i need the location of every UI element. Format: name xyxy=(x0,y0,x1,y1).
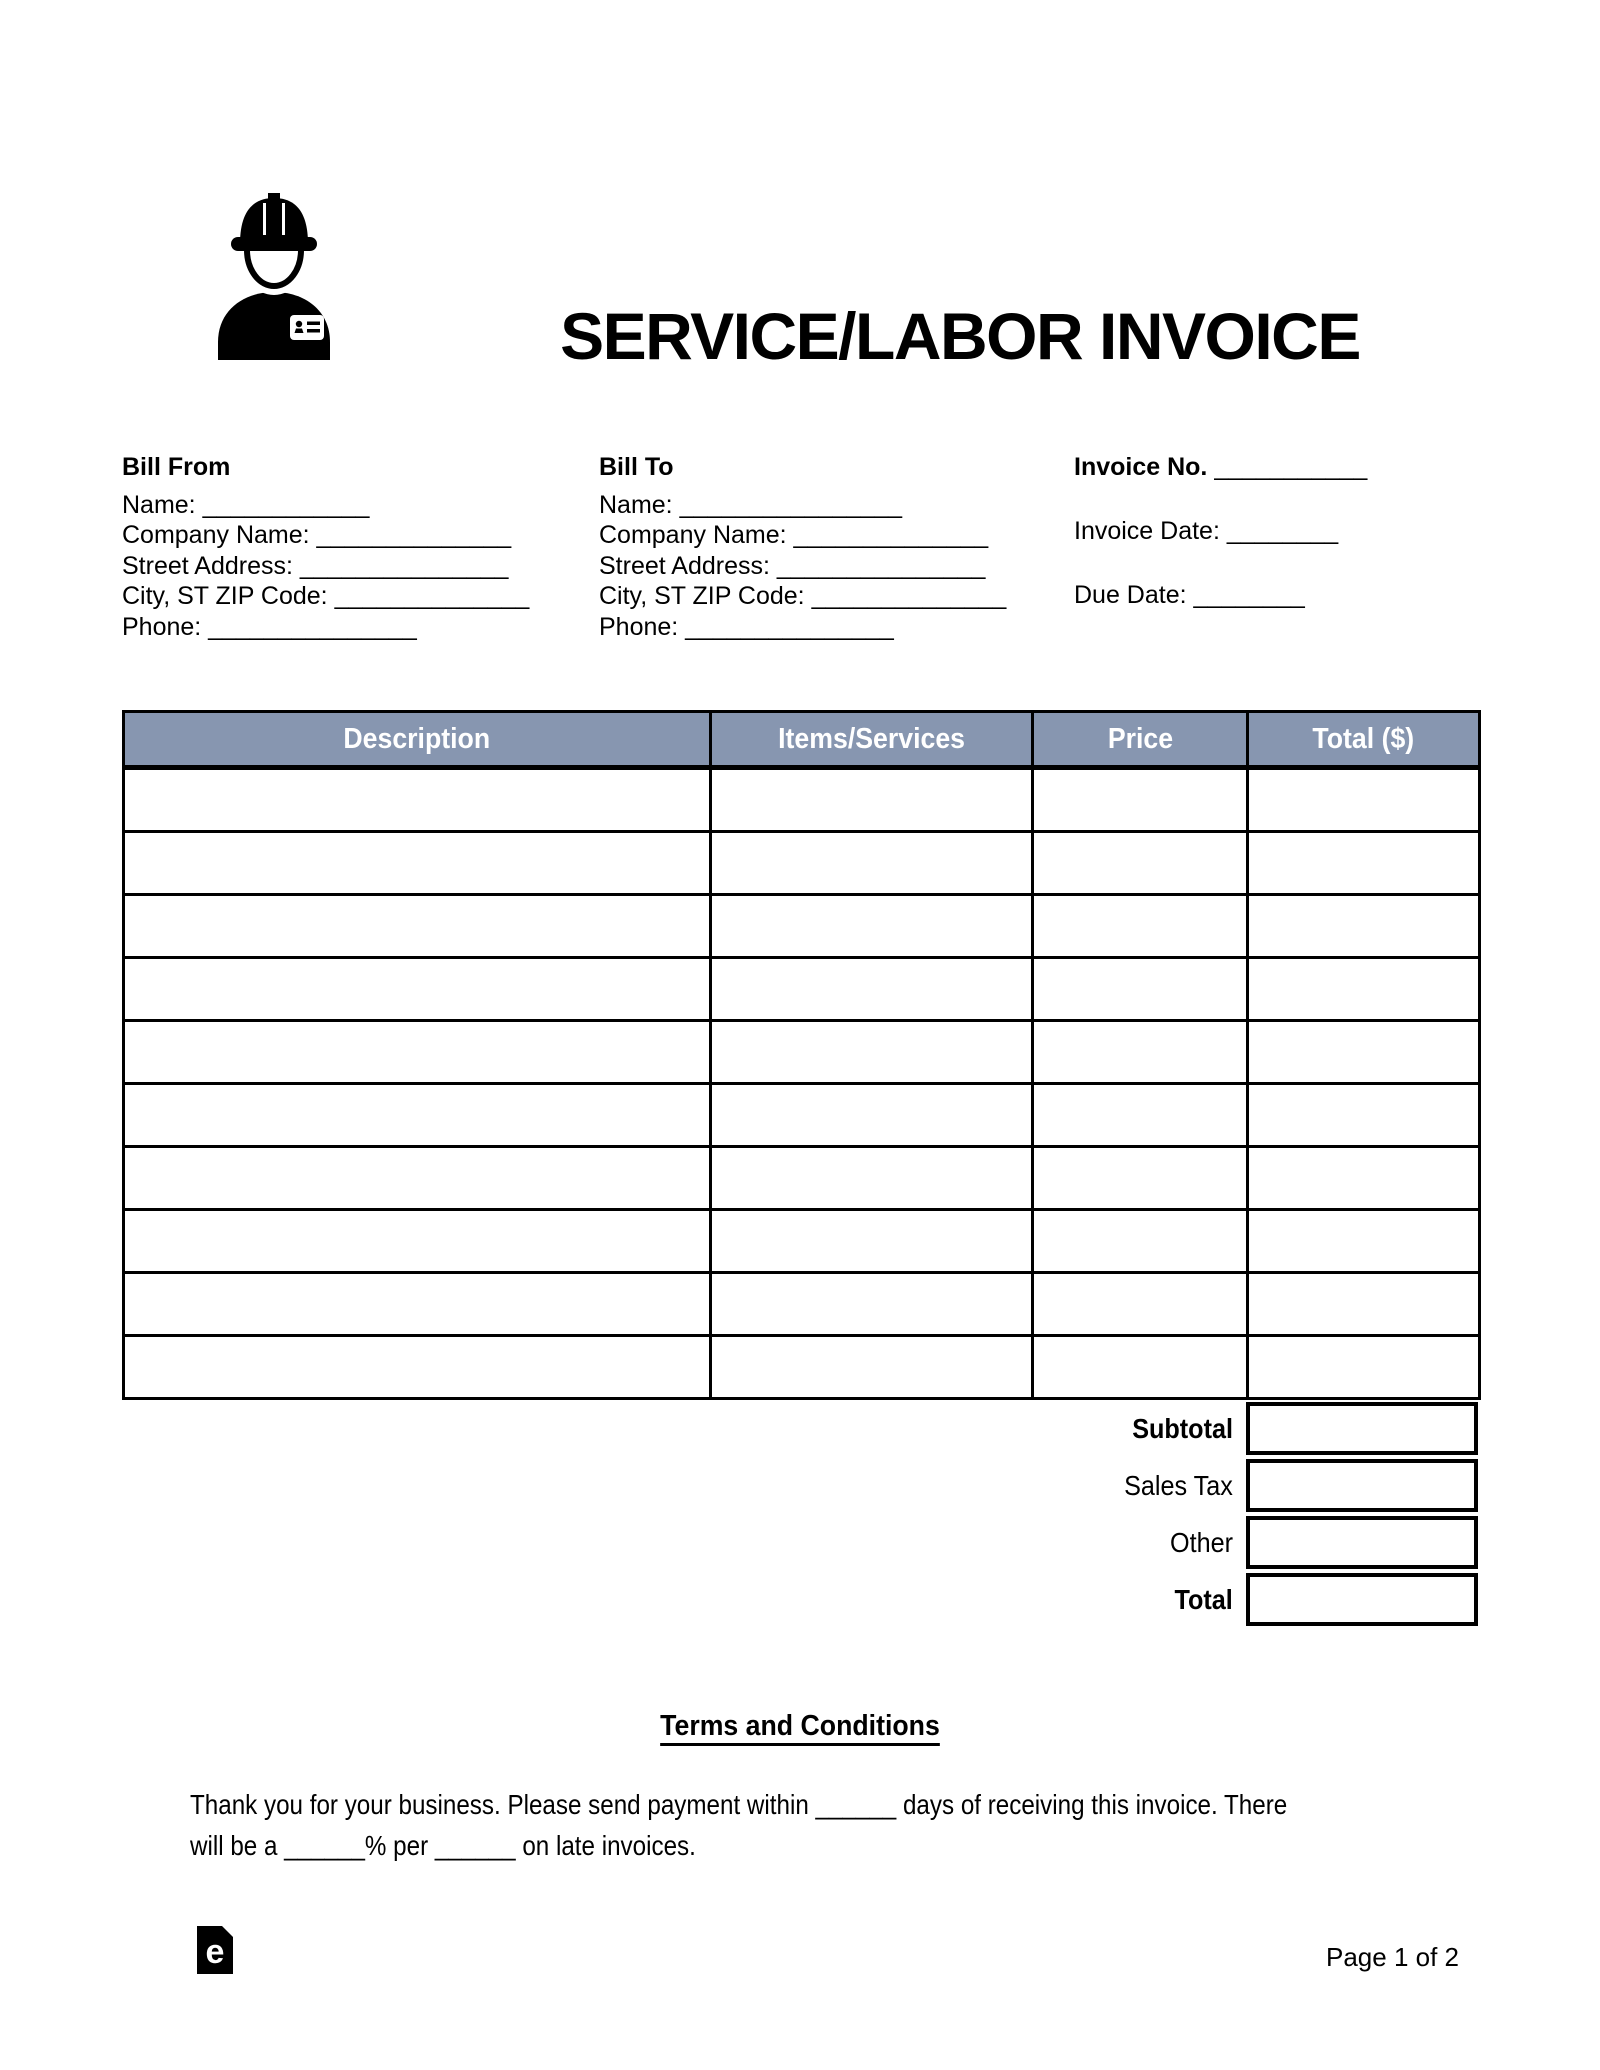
subtotal-row xyxy=(122,1402,1478,1455)
table-cell xyxy=(1248,1210,1480,1273)
total-label xyxy=(1168,1573,1233,1626)
page-title: SERVICE/LABOR INVOICE xyxy=(560,299,1360,373)
sales-tax-label-text: Sales Tax xyxy=(1124,1470,1233,1501)
table-cell xyxy=(711,832,1033,895)
table-row xyxy=(124,1273,1480,1336)
bill-to-company-field: Company Name: ______________ xyxy=(599,521,989,549)
table-cell xyxy=(1248,832,1480,895)
totals-summary xyxy=(122,1402,1478,1630)
table-row xyxy=(124,1084,1480,1147)
table-cell xyxy=(1033,1084,1248,1147)
table-cell xyxy=(124,1336,711,1399)
column-header-description xyxy=(124,712,711,768)
column-header-items-services xyxy=(711,712,1033,768)
table-cell xyxy=(1248,958,1480,1021)
other-row xyxy=(122,1516,1478,1569)
bill-to-heading: Bill To xyxy=(599,453,674,481)
table-cell xyxy=(1033,768,1248,832)
eforms-logo xyxy=(197,1926,233,1974)
table-cell xyxy=(711,1147,1033,1210)
table-cell xyxy=(124,768,711,832)
table-cell xyxy=(124,1210,711,1273)
subtotal-value-box xyxy=(1246,1402,1478,1455)
table-cell xyxy=(1248,1021,1480,1084)
total-label-text: Total xyxy=(1174,1584,1233,1615)
sales-tax-label xyxy=(1112,1459,1233,1512)
invoice-number-line xyxy=(1074,452,1367,483)
table-cell xyxy=(1033,1336,1248,1399)
table-cell xyxy=(124,1084,711,1147)
table-cell xyxy=(711,958,1033,1021)
table-row xyxy=(124,1336,1480,1399)
bill-to-name-field: Name: ________________ xyxy=(599,490,903,519)
table-cell xyxy=(1248,1336,1480,1399)
table-row xyxy=(124,1210,1480,1273)
total-row xyxy=(122,1573,1478,1626)
table-cell xyxy=(711,1210,1033,1273)
table-cell xyxy=(1248,895,1480,958)
other-value-box xyxy=(1246,1516,1478,1569)
table-cell xyxy=(1033,1210,1248,1273)
bill-to-section xyxy=(599,452,1006,642)
other-label-text: Other xyxy=(1169,1527,1233,1558)
column-header-description-text: Description xyxy=(343,722,491,755)
table-row xyxy=(124,768,1480,832)
table-row xyxy=(124,1021,1480,1084)
table-cell xyxy=(124,832,711,895)
invoice-date-label: Invoice Date: xyxy=(1074,517,1220,545)
terms-line-1: Thank you for your business. Please send payment within ______ days of receiving this invoice. There xyxy=(190,1789,1288,1820)
table-cell xyxy=(124,895,711,958)
table-cell xyxy=(1033,832,1248,895)
bill-from-street-field: Street Address: _______________ xyxy=(122,551,509,580)
table-header-row xyxy=(124,712,1480,768)
bill-from-city-field: City, ST ZIP Code: ______________ xyxy=(122,582,530,610)
table-cell xyxy=(711,1084,1033,1147)
table-row xyxy=(124,1147,1480,1210)
table-cell xyxy=(1033,1147,1248,1210)
line-items-table xyxy=(122,710,1481,1400)
bill-from-company-field: Company Name: ______________ xyxy=(122,521,512,549)
invoice-date-blank: ________ xyxy=(1226,517,1339,545)
table-row xyxy=(124,895,1480,958)
bill-from-phone-field: Phone: _______________ xyxy=(122,612,417,641)
column-header-price-text: Price xyxy=(1107,722,1173,755)
table-cell xyxy=(1248,1084,1480,1147)
table-cell xyxy=(124,1147,711,1210)
invoice-meta-section xyxy=(1074,452,1367,644)
table-cell xyxy=(124,958,711,1021)
bill-from-heading: Bill From xyxy=(122,453,231,481)
bill-to-city-field: City, ST ZIP Code: ______________ xyxy=(599,582,1007,610)
table-cell xyxy=(711,895,1033,958)
table-cell xyxy=(124,1021,711,1084)
bill-to-phone-field: Phone: _______________ xyxy=(599,612,894,641)
bill-from-section xyxy=(122,452,529,642)
page-number: Page 1 of 2 xyxy=(1326,1942,1459,1972)
table-row xyxy=(124,958,1480,1021)
total-value-box xyxy=(1246,1573,1478,1626)
table-cell xyxy=(1033,1021,1248,1084)
column-header-total-text: Total ($) xyxy=(1312,722,1415,755)
invoice-number-blank: ___________ xyxy=(1214,453,1368,481)
construction-worker-icon xyxy=(204,190,344,360)
hard-hat-rib xyxy=(268,193,280,207)
sales-tax-value-box xyxy=(1246,1459,1478,1512)
table-cell xyxy=(1033,958,1248,1021)
subtotal-label xyxy=(1121,1402,1233,1455)
sales-tax-row xyxy=(122,1459,1478,1512)
subtotal-label-text: Subtotal xyxy=(1132,1413,1233,1444)
table-cell xyxy=(1248,1273,1480,1336)
terms-paragraph xyxy=(190,1784,1437,1866)
due-date-label: Due Date: xyxy=(1074,581,1187,609)
id-badge-icon xyxy=(290,315,324,340)
column-header-price xyxy=(1033,712,1248,768)
table-cell xyxy=(1248,1147,1480,1210)
table-cell xyxy=(711,1021,1033,1084)
terms-line-2: will be a ______% per ______ on late invoices. xyxy=(190,1830,696,1861)
table-cell xyxy=(1248,768,1480,832)
bill-from-name-field: Name: ____________ xyxy=(122,490,370,519)
column-header-total xyxy=(1248,712,1480,768)
table-cell xyxy=(711,1273,1033,1336)
invoice-number-label: Invoice No. xyxy=(1074,453,1208,481)
table-cell xyxy=(124,1273,711,1336)
due-date-blank: ________ xyxy=(1193,581,1305,609)
table-row xyxy=(124,832,1480,895)
bill-to-street-field: Street Address: _______________ xyxy=(599,551,986,580)
due-date-line xyxy=(1074,580,1367,611)
invoice-date-line xyxy=(1074,516,1367,547)
table-cell xyxy=(1033,895,1248,958)
svg-text:e: e xyxy=(205,1933,225,1971)
column-header-items-services-text: Items/Services xyxy=(778,722,965,755)
table-cell xyxy=(711,1336,1033,1399)
hard-hat-brim xyxy=(231,237,317,251)
table-cell xyxy=(1033,1273,1248,1336)
other-label xyxy=(1163,1516,1233,1569)
terms-heading-text: Terms and Conditions xyxy=(660,1710,940,1746)
terms-heading xyxy=(0,1710,1600,1743)
table-cell xyxy=(711,768,1033,832)
